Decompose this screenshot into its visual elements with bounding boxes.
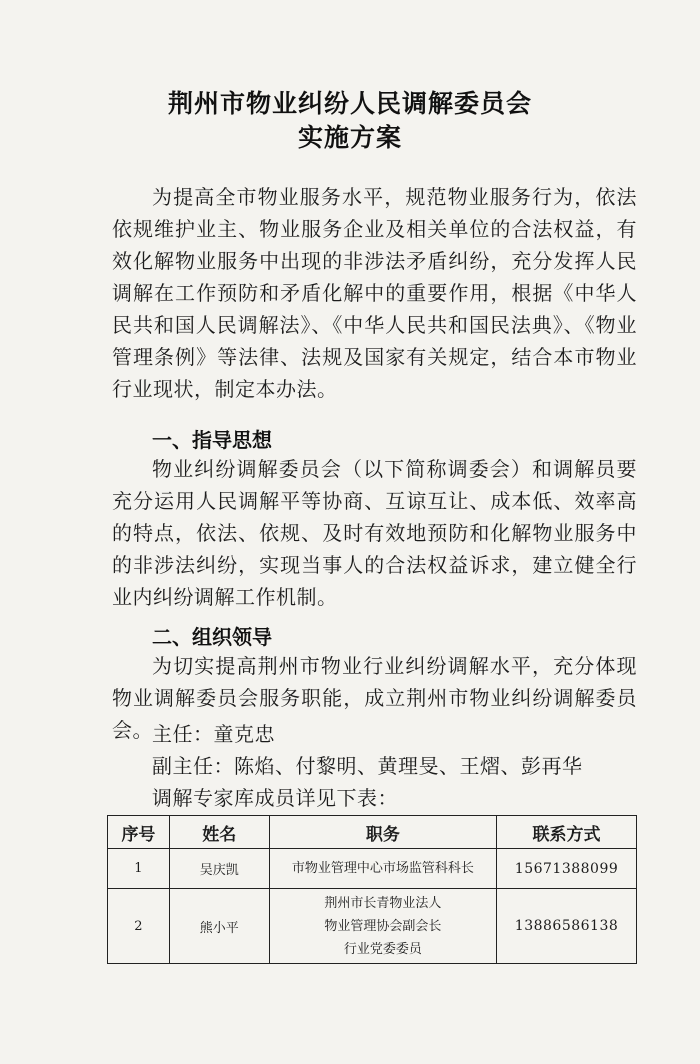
cell-name: 吴庆凯 xyxy=(169,849,269,889)
section1-heading: 一、指导思想 xyxy=(152,428,272,452)
experts-table xyxy=(107,815,637,964)
header-name: 姓名 xyxy=(169,816,269,849)
cell-duty xyxy=(269,849,496,889)
document-subtitle: 实施方案 xyxy=(297,123,402,152)
document-title: 荆州市物业纠纷人民调解委员会 xyxy=(167,89,532,118)
section2-paragraph: 为切实提高荆州市物业行业纠纷调解水平，充分体现物业调解委员会服务职能，成立荆州市物业纠纷调解委员会。 xyxy=(112,654,637,742)
intro-paragraph: 为提高全市物业服务水平，规范物业服务行为，依法依规维护业主、物业服务企业及相关单位的合法权益，有效化解物业服务中出现的非涉法矛盾纠纷，充分发挥人民调解在工作预防和矛盾化解中的重要作用，根据《中华人民共和国人民调解法》、《中华人民共和国民法典》、《物业管理条例》等法律、法规及国家有关规定，结合本市物业行业现状，制定本办法。 xyxy=(112,185,637,401)
header-no: 序号 xyxy=(108,816,170,849)
table-header-row xyxy=(108,816,637,849)
cell-no: 1 xyxy=(108,849,170,889)
table-row xyxy=(108,889,637,964)
section1-paragraph: 物业纠纷调解委员会（以下简称调委会）和调解员要充分运用人民调解平等协商、互谅互让、成本低、效率高的特点，依法、依规、及时有效地预防和化解物业服务中的非涉法纠纷，实现当事人的合法权益诉求，建立健全行业内纠纷调解工作机制。 xyxy=(112,457,637,609)
cell-no: 2 xyxy=(108,889,170,964)
duty-line: 行业党委委员 xyxy=(343,941,422,957)
cell-name: 熊小平 xyxy=(169,889,269,964)
deputy-directors-line: 副主任：陈焰、付黎明、黄理旻、王熠、彭再华 xyxy=(152,754,583,778)
cell-phone: 13886586138 xyxy=(497,889,637,964)
duty-line: 物业管理协会副会长 xyxy=(324,918,442,934)
header-contact: 联系方式 xyxy=(497,816,637,849)
table-intro-line: 调解专家库成员详见下表： xyxy=(152,786,398,810)
cell-duty xyxy=(269,889,496,964)
section2-heading: 二、组织领导 xyxy=(152,625,272,649)
header-duty: 职务 xyxy=(269,816,496,849)
cell-phone: 15671388099 xyxy=(497,849,637,889)
table-row xyxy=(108,849,637,889)
duty-line: 荆州市长青物业法人 xyxy=(324,895,442,911)
director-line: 主任：童克忠 xyxy=(152,722,275,746)
duty-line: 市物业管理中心市场监管科科长 xyxy=(291,861,474,876)
